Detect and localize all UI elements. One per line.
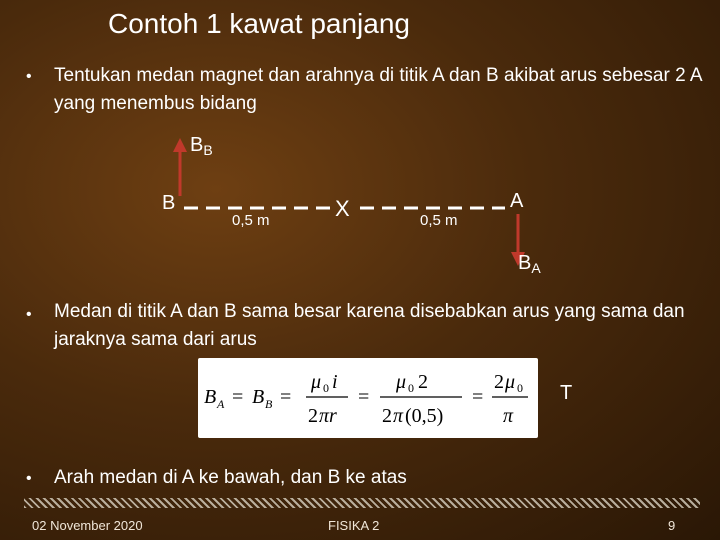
svg-text:0: 0: [517, 381, 523, 395]
wire-cross-symbol: X: [335, 196, 350, 221]
footer-page-number: 9: [668, 518, 676, 533]
svg-text:2: 2: [308, 405, 318, 427]
footer-course: FISIKA 2: [328, 518, 380, 533]
footer-divider: [24, 498, 700, 508]
svg-text:0: 0: [323, 381, 329, 395]
svg-text:2: 2: [494, 371, 504, 393]
svg-text:=: =: [358, 386, 370, 408]
svg-text:μ: μ: [311, 371, 322, 393]
bullet-marker-2: •: [26, 306, 32, 323]
svg-text:0: 0: [408, 381, 414, 395]
field-arrowhead-b: [173, 138, 187, 152]
svg-text:A: A: [217, 397, 225, 411]
footer-date: 02 November 2020: [32, 518, 143, 533]
svg-text:i: i: [332, 371, 338, 393]
svg-text:μ: μ: [505, 371, 516, 393]
svg-text:B: B: [204, 386, 217, 408]
svg-text:B: B: [252, 386, 265, 408]
bullet-text-1: Tentukan medan magnet dan arahnya di titik A dan B akibat arus sebesar 2 A yang menembus bidang: [54, 65, 702, 114]
bullet-text-2: Medan di titik A dan B sama besar karena disebabkan arus yang sama dan jaraknya sama dari arus: [54, 301, 685, 350]
bullet-text-3: Arah medan di A ke bawah, dan B ke atas: [54, 467, 407, 488]
svg-text:π: π: [503, 405, 514, 427]
svg-text:=: =: [232, 386, 244, 408]
point-label-a: A: [510, 190, 524, 212]
svg-text:πr: πr: [319, 405, 337, 427]
bullet-marker-3: •: [26, 470, 32, 487]
field-label-a: $B_A$: [518, 252, 541, 276]
formula-image: [198, 358, 538, 438]
svg-text:π: π: [393, 405, 404, 427]
point-label-b: B: [162, 192, 176, 214]
field-label-b: $B_B$: [190, 134, 213, 158]
distance-label-left: 0,5 m: [232, 212, 270, 229]
svg-text:=: =: [280, 386, 292, 408]
svg-text:B: B: [265, 397, 273, 411]
svg-text:2: 2: [382, 405, 392, 427]
bullet-marker-1: •: [26, 68, 32, 85]
slide-title: Contoh 1 kawat panjang: [108, 8, 410, 39]
formula-unit: T: [560, 382, 573, 404]
svg-text:=: =: [472, 386, 484, 408]
svg-text:μ: μ: [396, 371, 407, 393]
svg-text:2: 2: [418, 371, 428, 393]
distance-label-right: 0,5 m: [420, 212, 458, 229]
svg-text:(0,5): (0,5): [405, 405, 444, 427]
